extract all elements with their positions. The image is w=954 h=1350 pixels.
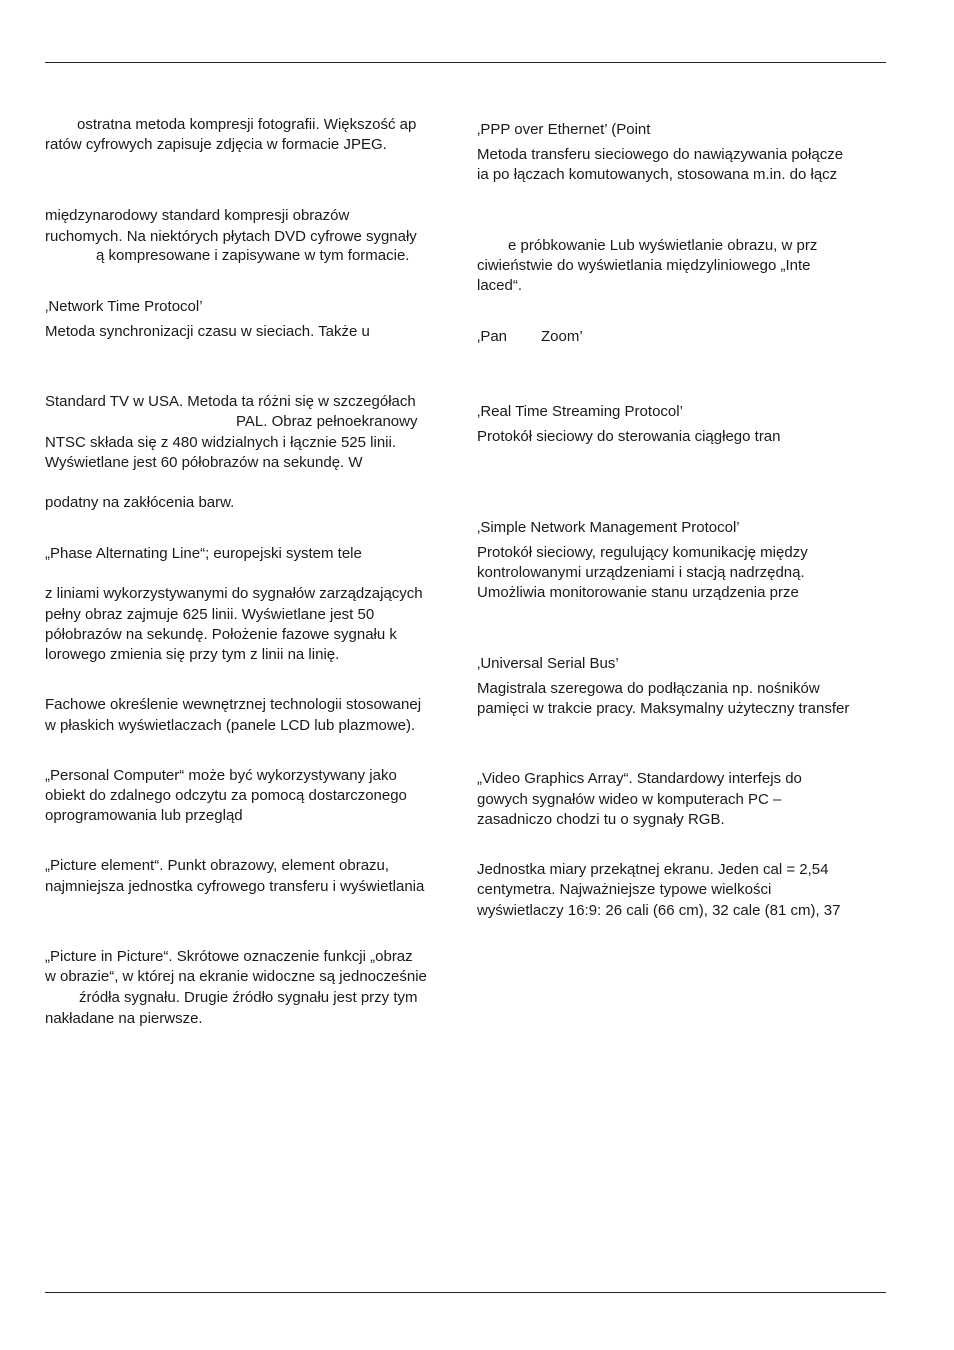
text-line: nakładane na pierwsze. [45, 1010, 203, 1027]
text-line: międzynarodowy standard kompresji obrazów [45, 207, 350, 224]
text-line: Metoda synchronizacji czasu w sieciach. Także u [45, 323, 370, 340]
text-line: pełny obraz zajmuje 625 linii. Wyświetlane jest 50 [45, 606, 375, 623]
top-rule [45, 62, 886, 63]
term-heading: „Picture element“. Punkt obrazowy, element obrazu, [45, 857, 390, 874]
term-heading: „Video Graphics Array“. Standardowy interfejs do [477, 770, 802, 787]
text-line: w obrazie“, w której na ekranie widoczne są jednocześnie [45, 968, 427, 985]
term-heading: „Picture in Picture“. Skrótowe oznaczenie funkcji „obraz [45, 948, 413, 965]
term-heading: ‚Network Time Protocol’ [45, 298, 203, 315]
text-line: źródła sygnału. Drugie źródło sygnału jest przy tym [79, 989, 418, 1006]
text-line: ciwieństwie do wyświetlania międzyliniowego „Inte [477, 257, 811, 274]
text-line: Metoda transferu sieciowego do nawiązywania połącze [477, 146, 844, 163]
text-line: Magistrala szeregowa do podłączania np. nośników [477, 680, 820, 697]
text-line: podatny na zakłócenia barw. [45, 494, 235, 511]
text-line: w płaskich wyświetlaczach (panele LCD lub plazmowe). [45, 717, 416, 734]
text-line: Fachowe określenie wewnętrznej technologii stosowanej [45, 696, 422, 713]
text-line: Standard TV w USA. Metoda ta różni się w szczegółach [45, 393, 416, 410]
text-line: ratów cyfrowych zapisuje zdjęcia w formacie JPEG. [45, 136, 387, 153]
text-line: najmniejsza jednostka cyfrowego transferu i wyświetlania [45, 878, 425, 895]
text-line: gowych sygnałów wideo w komputerach PC – [477, 791, 782, 808]
text-line: ruchomych. Na niektórych płytach DVD cyfrowe sygnały [45, 228, 417, 245]
text-line: kontrolowanymi urządzeniami i stacją nadrzędną. [477, 564, 805, 581]
text-line: obiekt do zdalnego odczytu za pomocą dostarczonego [45, 787, 407, 804]
text-line: z liniami wykorzystywanymi do sygnałów zarządzających [45, 585, 423, 602]
text-line: pamięci w trakcie pracy. Maksymalny użyteczny transfer [477, 700, 850, 717]
text-line: wyświetlaczy 16:9: 26 cali (66 cm), 32 cale (81 cm), 37 [477, 902, 841, 919]
text-line: zasadniczo chodzi tu o sygnały RGB. [477, 811, 725, 828]
text-line: PAL. Obraz pełnoekranowy [236, 413, 418, 430]
text-line: ia po łączach komutowanych, stosowana m.in. do łącz [477, 166, 838, 183]
bottom-rule [45, 1292, 886, 1293]
term-heading: ‚Pan [477, 328, 508, 345]
term-heading: Zoom’ [541, 328, 583, 345]
text-line: Protokół sieciowy do sterowania ciągłego tran [477, 428, 781, 445]
text-line: laced“. [477, 277, 523, 294]
text-line: ą kompresowane i zapisywane w tym formacie. [96, 247, 410, 264]
term-heading: ‚PPP over Ethernet’ (Point [477, 121, 651, 138]
term-heading: „Personal Computer“ może być wykorzystywany jako [45, 767, 397, 784]
text-line: oprogramowania lub przegląd [45, 807, 243, 824]
text-line: Jednostka miary przekątnej ekranu. Jeden cal = 2,54 [477, 861, 829, 878]
text-line: półobrazów na sekundę. Położenie fazowe sygnału k [45, 626, 397, 643]
text-line: ostratna metoda kompresji fotografii. Większość ap [77, 116, 417, 133]
term-heading: ‚Real Time Streaming Protocol’ [477, 403, 683, 420]
text-line: Umożliwia monitorowanie stanu urządzenia prze [477, 584, 799, 601]
text-line: centymetra. Najważniejsze typowe wielkości [477, 881, 772, 898]
text-line: Wyświetlane jest 60 półobrazów na sekundę. W [45, 454, 363, 471]
text-line: lorowego zmienia się przy tym z linii na linię. [45, 646, 340, 663]
term-heading: „Phase Alternating Line“; europejski system tele [45, 545, 362, 562]
term-heading: ‚Simple Network Management Protocol’ [477, 519, 740, 536]
text-line: e próbkowanie Lub wyświetlanie obrazu, w prz [508, 237, 818, 254]
text-line: NTSC składa się z 480 widzialnych i łącznie 525 linii. [45, 434, 396, 451]
text-line: Protokół sieciowy, regulujący komunikację między [477, 544, 808, 561]
term-heading: ‚Universal Serial Bus’ [477, 655, 619, 672]
